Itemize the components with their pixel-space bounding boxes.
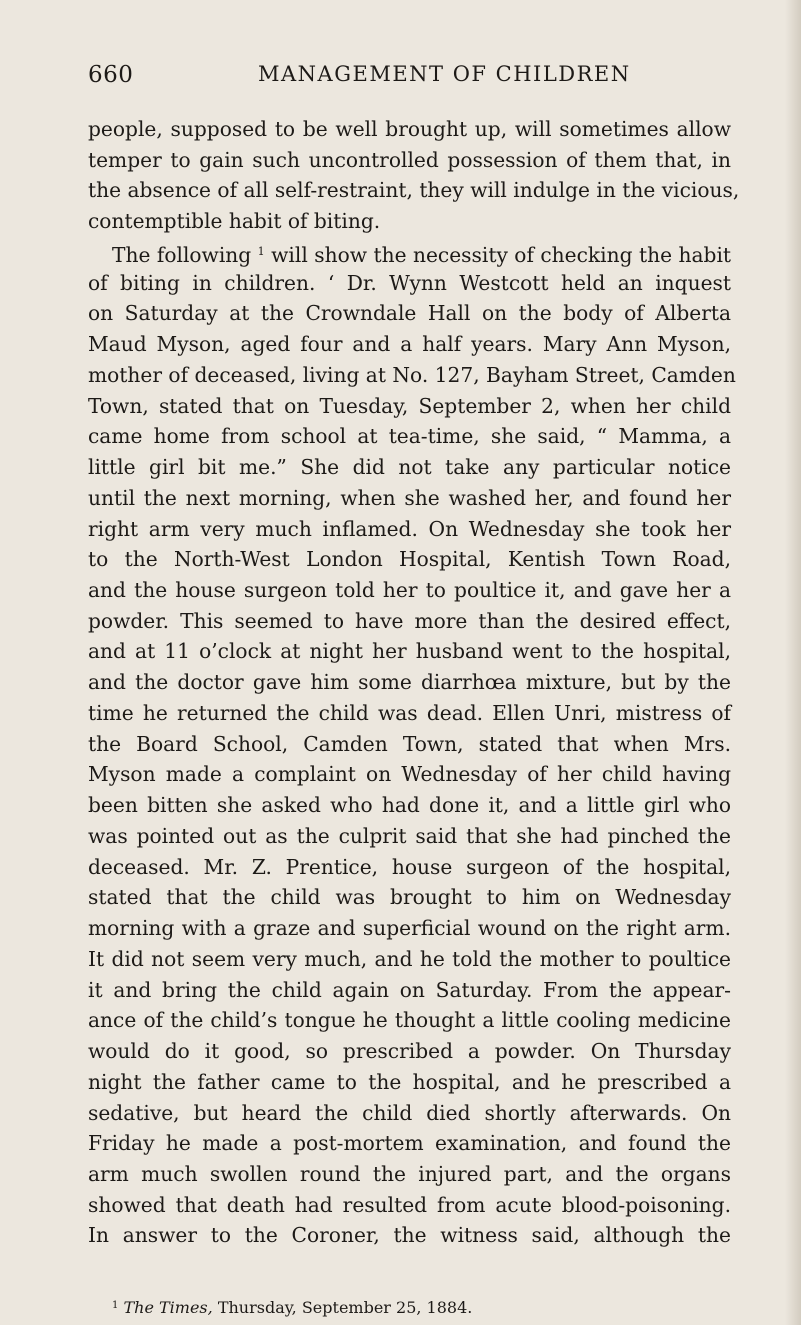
text-line: time he returned the child was dead. Ellen Unri, mistress of	[88, 700, 731, 725]
text-segment: The following	[112, 242, 252, 267]
text-line: night the father came to the hospital, and he prescribed a	[88, 1069, 731, 1094]
text-line: been bitten she asked who had done it, and a little girl who	[88, 793, 731, 818]
text-line: Friday he made a post-mortem examination, and found the	[88, 1131, 731, 1156]
text-line: arm much swollen round the injured part, and the organs	[88, 1161, 731, 1186]
page-header	[88, 62, 728, 96]
text-segment: will show the necessity of checking the habit	[271, 242, 732, 267]
text-line: right arm very much inflamed. On Wednesday she took her	[88, 516, 731, 541]
text-line: it and bring the child again on Saturday. From the appear-	[88, 977, 731, 1002]
text-line: people, supposed to be well brought up, will sometimes allow	[88, 117, 731, 141]
text-line: Maud Myson, aged four and a half years. Mary Ann Myson,	[88, 332, 731, 357]
text-line: Town, stated that on Tuesday, September 2, when her child	[88, 393, 731, 418]
text-line: powder. This seemed to have more than the desired effect,	[88, 608, 731, 633]
text-line: and the doctor gave him some diarrhœa mixture, but by the	[88, 670, 731, 695]
text-line: was pointed out as the culprit said that she had pinched the	[88, 823, 731, 848]
text-line: mother of deceased, living at No. 127, Bayham Street, Camden	[88, 362, 736, 387]
text-line: the absence of all self-restraint, they will indulge in the vicious,	[88, 178, 740, 203]
text-line: would do it good, so prescribed a powder. On Thursday	[88, 1039, 731, 1064]
text-line: morning with a graze and superficial wound on the right arm.	[88, 916, 731, 941]
text-line: In answer to the Coroner, the witness said, although the	[88, 1223, 731, 1248]
text-line: stated that the child was brought to him on Wednesday	[88, 885, 731, 910]
text-line-with-footnote-ref	[88, 237, 731, 268]
footnote	[112, 1296, 472, 1318]
footnote-date: Thursday, September 25, 1884.	[217, 1298, 473, 1317]
text-line: until the next morning, when she washed her, and found her	[88, 485, 731, 510]
running-head: MANAGEMENT OF CHILDREN	[258, 62, 631, 86]
body-text	[88, 114, 740, 1251]
text-line: of biting in children. ‘ Dr. Wynn Westcott held an inquest	[88, 270, 731, 295]
text-line: and at 11 o’clock at night her husband went to the hospital,	[88, 639, 731, 664]
page-number: 660	[88, 62, 134, 88]
text-line: sedative, but heard the child died shortly afterwards. On	[88, 1100, 731, 1125]
text-line: It did not seem very much, and he told the mother to poultice	[88, 946, 731, 971]
text-line: and the house surgeon told her to poultice it, and gave her a	[88, 578, 731, 603]
text-line: to the North-West London Hospital, Kentish Town Road,	[88, 547, 731, 572]
footnote-reference: 1	[257, 244, 265, 258]
text-line: little girl bit me.” She did not take any particular notice	[88, 455, 731, 480]
text-line: contemptible habit of biting.	[88, 209, 381, 234]
text-line: on Saturday at the Crowndale Hall on the body of Alberta	[88, 301, 731, 326]
footnote-source: The Times,	[123, 1298, 213, 1317]
page-edge-shadow	[785, 0, 801, 1325]
text-line: came home from school at tea-time, she said, “ Mamma, a	[88, 424, 731, 449]
text-line: showed that death had resulted from acute blood-poisoning.	[88, 1192, 731, 1217]
text-line: Myson made a complaint on Wednesday of her child having	[88, 762, 731, 787]
text-line: deceased. Mr. Z. Prentice, house surgeon of the hospital,	[88, 854, 731, 879]
footnote-marker: 1	[112, 1300, 119, 1311]
text-line: temper to gain such uncontrolled possession of them that, in	[88, 147, 731, 172]
text-line: ance of the child’s tongue he thought a little cooling medicine	[88, 1008, 731, 1033]
text-line: the Board School, Camden Town, stated that when Mrs.	[88, 731, 731, 756]
